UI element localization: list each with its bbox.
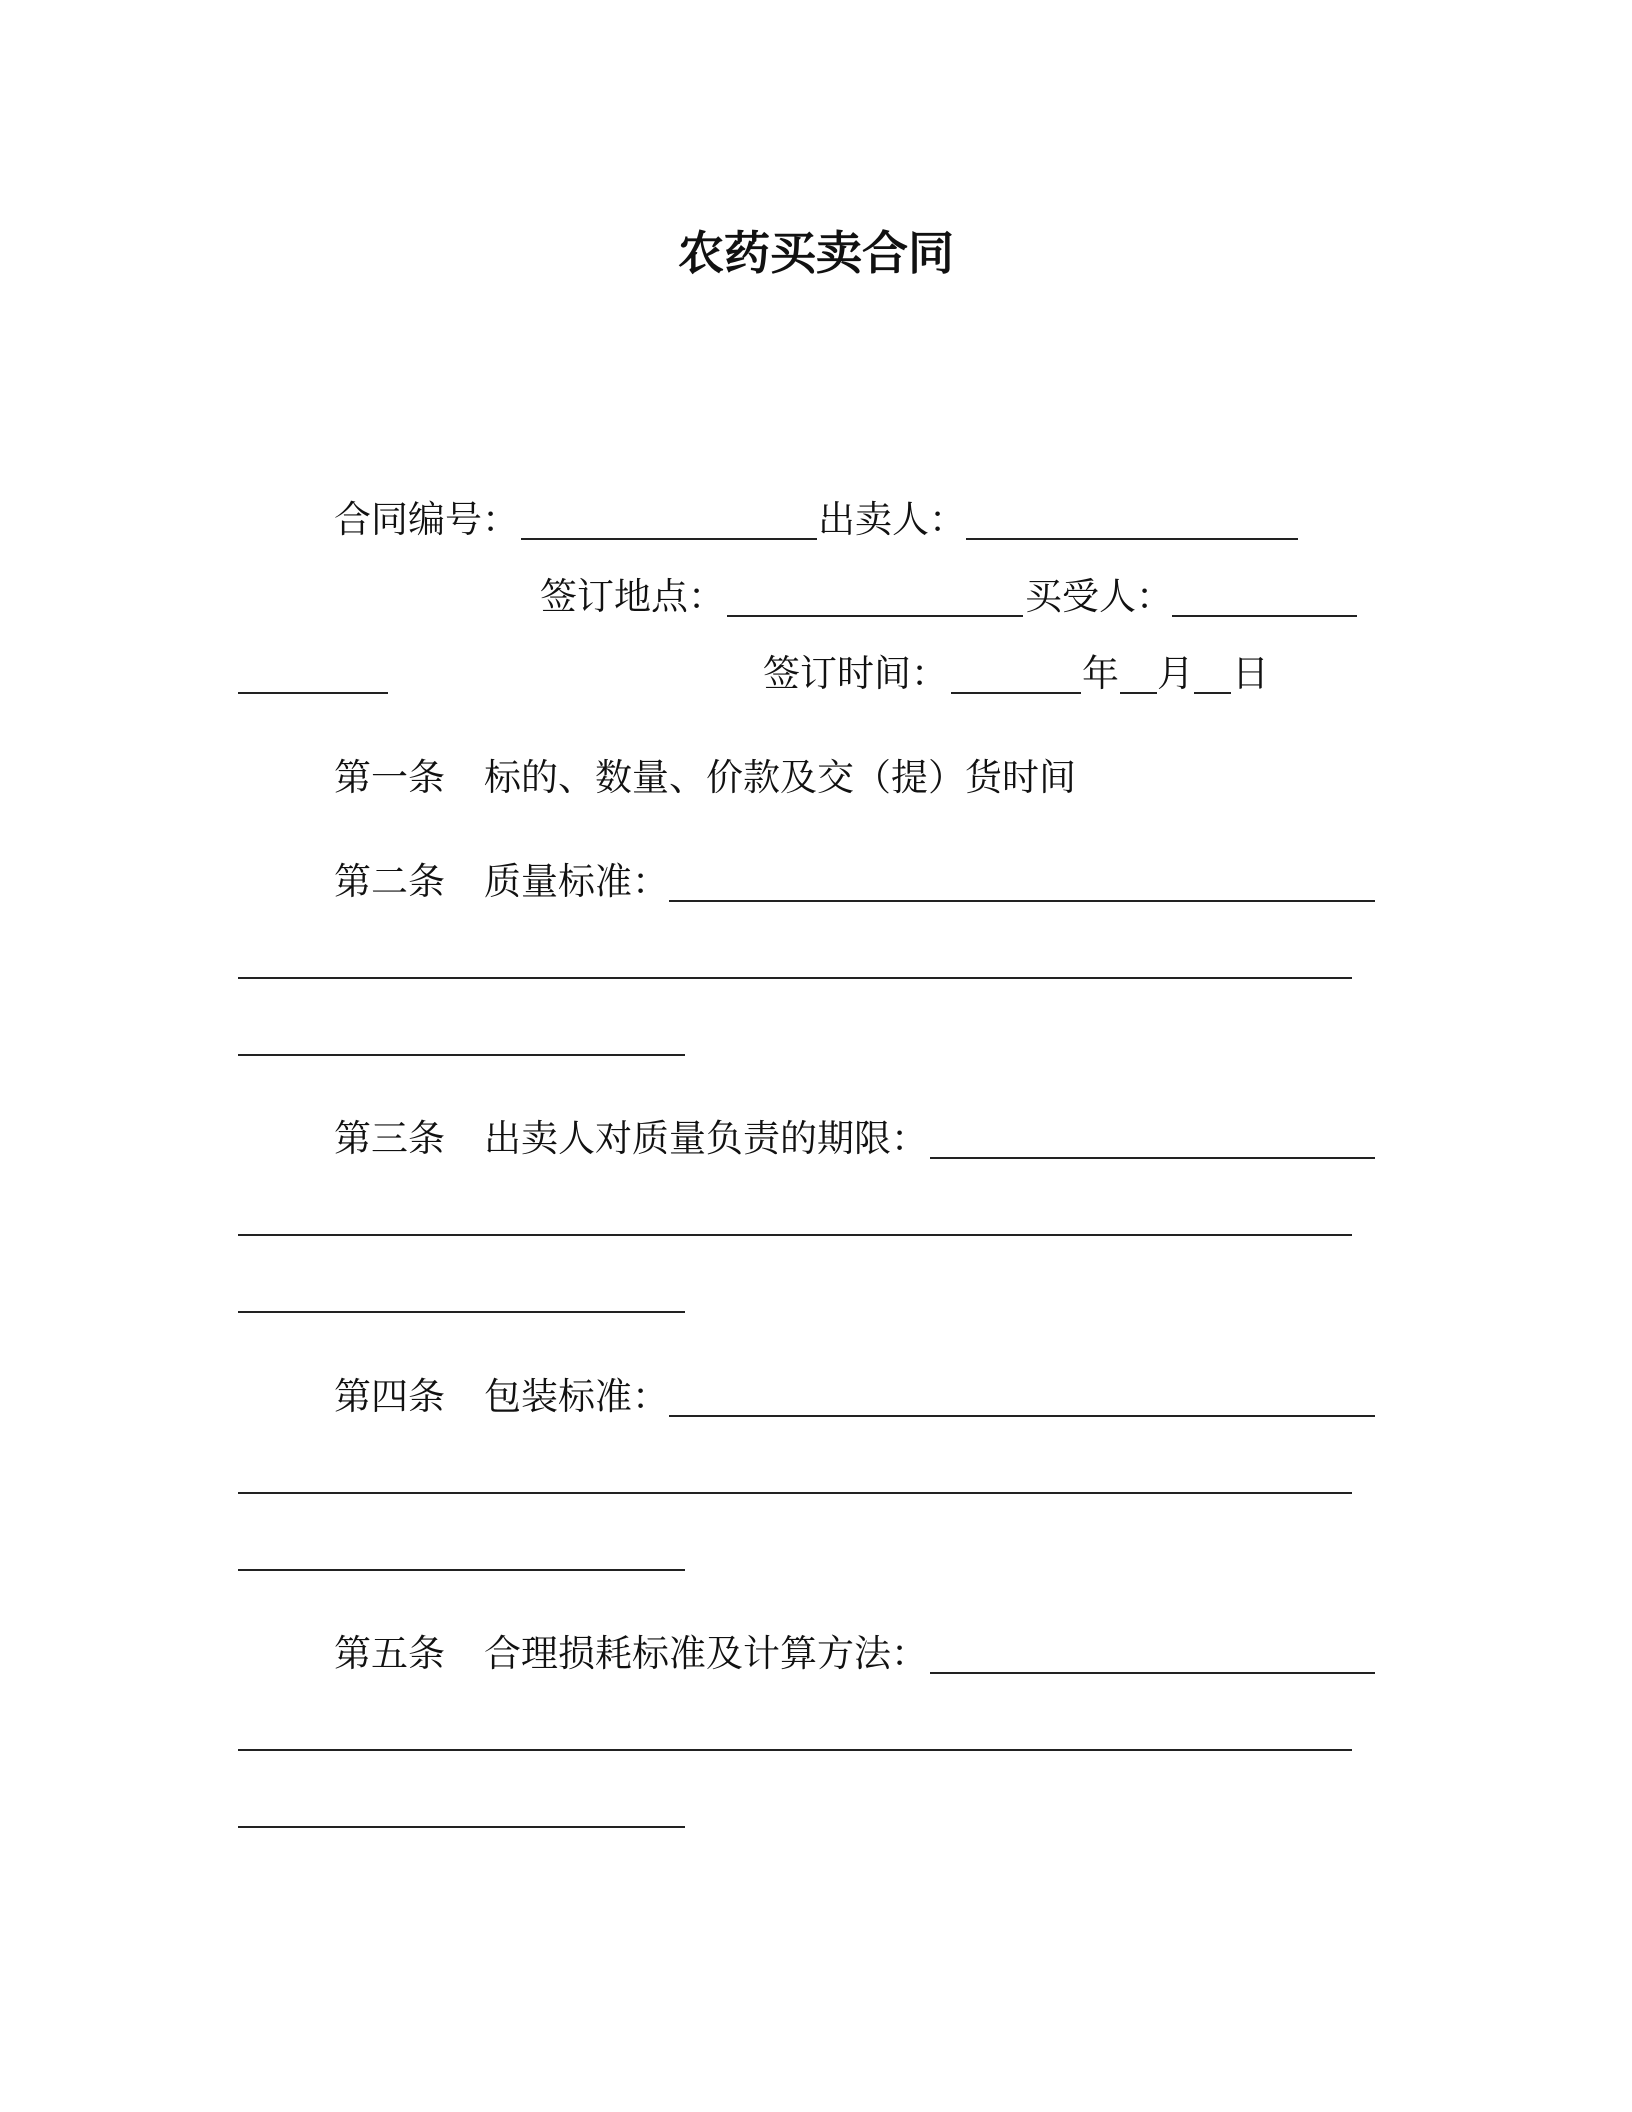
seller-label: 出卖人： bbox=[818, 498, 966, 541]
buyer-label: 买受人： bbox=[1025, 575, 1173, 618]
day-label: 日 bbox=[1232, 652, 1269, 695]
article-3-blank-1[interactable] bbox=[930, 1157, 1375, 1159]
article-1-number: 第一条 bbox=[334, 756, 445, 799]
document-title: 农药买卖合同 bbox=[678, 226, 954, 280]
sign-year-blank[interactable] bbox=[951, 692, 1081, 694]
article-3-blank-3[interactable] bbox=[238, 1311, 685, 1313]
article-4-blank-3[interactable] bbox=[238, 1569, 685, 1571]
article-4-title: 包装标准： bbox=[484, 1375, 669, 1418]
article-2-title: 质量标准： bbox=[484, 860, 669, 903]
article-2-blank-2[interactable] bbox=[238, 977, 1352, 979]
sign-place-label: 签订地点： bbox=[540, 575, 725, 618]
article-5-blank-3[interactable] bbox=[238, 1826, 685, 1828]
sign-day-blank[interactable] bbox=[1194, 692, 1231, 694]
article-5-blank-1[interactable] bbox=[930, 1672, 1375, 1674]
sign-month-blank[interactable] bbox=[1120, 692, 1157, 694]
article-5-title: 合理损耗标准及计算方法： bbox=[484, 1632, 928, 1675]
month-label: 月 bbox=[1157, 652, 1194, 695]
article-5-blank-2[interactable] bbox=[238, 1749, 1352, 1751]
buyer-blank[interactable] bbox=[1172, 615, 1357, 617]
year-label: 年 bbox=[1082, 652, 1119, 695]
buyer-blank-continued[interactable] bbox=[238, 692, 388, 694]
article-5-number: 第五条 bbox=[334, 1632, 445, 1675]
article-2-blank-1[interactable] bbox=[669, 900, 1375, 902]
sign-time-label: 签订时间： bbox=[763, 652, 948, 695]
article-4-number: 第四条 bbox=[334, 1375, 445, 1418]
contract-number-blank[interactable] bbox=[521, 538, 817, 540]
sign-place-blank[interactable] bbox=[727, 615, 1023, 617]
contract-number-label: 合同编号： bbox=[334, 498, 519, 541]
article-2-number: 第二条 bbox=[334, 860, 445, 903]
seller-blank[interactable] bbox=[966, 538, 1298, 540]
article-3-title: 出卖人对质量负责的期限： bbox=[484, 1117, 928, 1160]
article-3-number: 第三条 bbox=[334, 1117, 445, 1160]
article-2-blank-3[interactable] bbox=[238, 1054, 685, 1056]
article-4-blank-2[interactable] bbox=[238, 1492, 1352, 1494]
article-4-blank-1[interactable] bbox=[669, 1415, 1375, 1417]
article-3-blank-2[interactable] bbox=[238, 1234, 1352, 1236]
article-1-title: 标的、数量、价款及交（提）货时间 bbox=[484, 756, 1076, 799]
